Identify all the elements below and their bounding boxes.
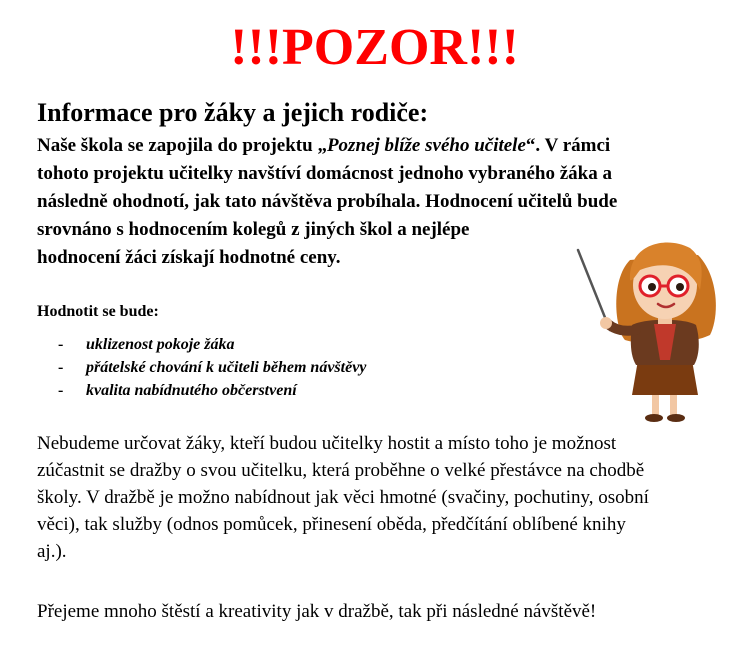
hand (600, 317, 612, 329)
intro-line-3: následně ohodnotí, jak tato návštěva probíhala. Hodnocení učitelů bude (37, 191, 618, 212)
project-name: Poznej blíže svého učitele (326, 135, 526, 156)
list-item (58, 379, 366, 402)
list-dash: - (58, 336, 64, 353)
list-item-text: kvalita nabídnutého občerstvení (86, 382, 297, 399)
list-item (58, 333, 366, 356)
criteria-label: Hodnotit se bude: (37, 303, 159, 320)
intro-line-2: tohoto projektu učitelky navštíví domácnost jednoho vybraného žáka a (37, 163, 612, 184)
intro-line-1 (37, 132, 717, 160)
left-eye (648, 283, 656, 291)
body-line-3: školy. V dražbě je možno nabídnout jak věci hmotné (svačiny, pochutiny, osobní (37, 487, 649, 508)
body-line-2: zúčastnit se dražby o svou učitelku, která proběhne o velké přestávce na chodbě (37, 460, 645, 481)
list-dash: - (58, 382, 64, 399)
warning-title: !!!POZOR!!! (230, 19, 519, 76)
section-heading: Informace pro žáky a jejich rodiče: (37, 98, 429, 127)
list-item (58, 356, 366, 379)
teacher-illustration (570, 220, 730, 425)
intro-line-4: srovnáno s hodnocením kolegů z jiných škol a nejlépe (37, 219, 470, 240)
body-line-1: Nebudeme určovat žáky, kteří budou učitelky hostit a místo toho je možnost (37, 433, 617, 454)
right-shoe (667, 414, 685, 422)
intro-line-1-prefix: Naše škola se zapojila do projektu „ (37, 135, 327, 156)
list-item-text: přátelské chování k učiteli během návštěvy (86, 359, 367, 376)
body-line-5: aj.). (37, 541, 67, 562)
left-shoe (645, 414, 663, 422)
criteria-list (58, 333, 366, 402)
closing-wish: Přejeme mnoho štěstí a kreativity jak v dražbě, tak při následné návštěvě! (37, 601, 597, 622)
list-item-text: uklizenost pokoje žáka (86, 336, 235, 353)
auction-paragraph (37, 430, 727, 565)
body-line-4: věci), tak služby (odnos pomůcek, přinesení oběda, předčítání oblíbené knihy (37, 514, 626, 535)
skirt (632, 360, 698, 395)
right-eye (676, 283, 684, 291)
intro-line-1-suffix: “. V rámci (525, 135, 611, 156)
list-dash: - (58, 359, 64, 376)
intro-line-5: hodnocení žáci získají hodnotné ceny. (37, 247, 341, 268)
